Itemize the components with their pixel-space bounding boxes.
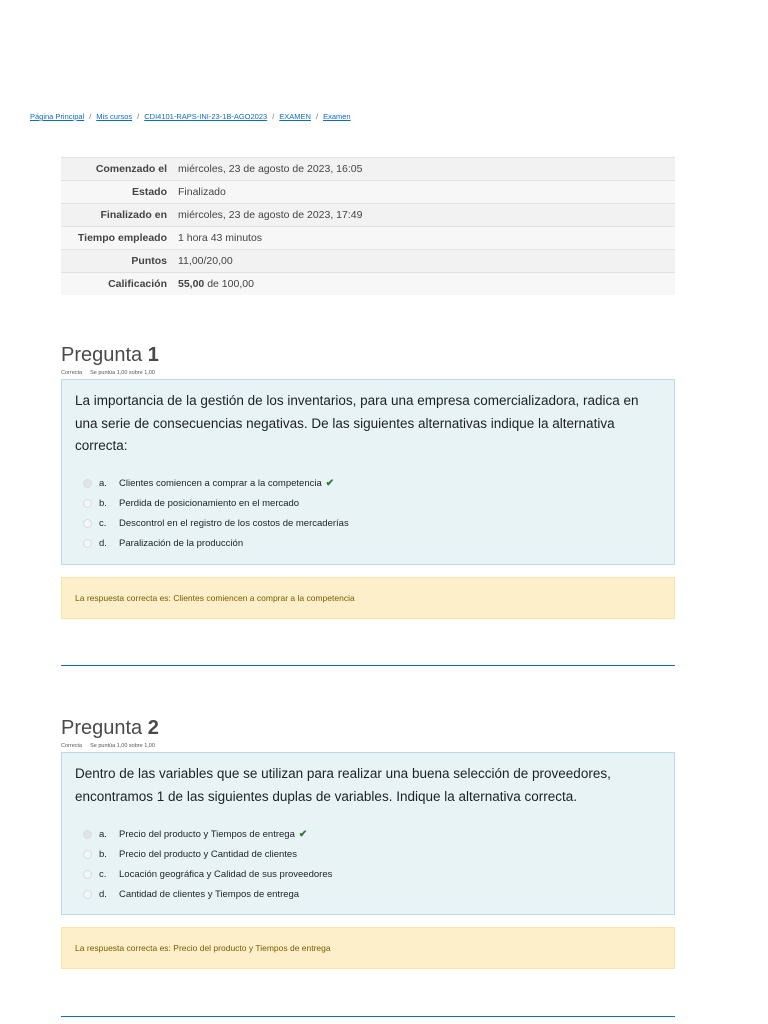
question-status: Correcta <box>61 370 83 376</box>
answer-text: Cantidad de clientes y Tiempos de entrega <box>119 888 300 900</box>
answer-letter: a. <box>99 828 107 840</box>
radio-icon[interactable] <box>83 870 92 879</box>
summary-label: Tiempo empleado <box>77 232 167 244</box>
answer-option-b[interactable] <box>75 494 661 514</box>
attempt-summary-table <box>61 157 675 295</box>
answer-text: Locación geográfica y Calidad de sus proveedores <box>119 868 333 880</box>
question-divider <box>61 665 675 666</box>
answer-option-d[interactable] <box>75 884 661 904</box>
summary-label: Comenzado el <box>95 163 167 175</box>
answer-letter: c. <box>99 518 107 529</box>
question-meta <box>61 369 675 378</box>
question-points: Se puntúa 1,00 sobre 1,00 <box>90 743 155 749</box>
summary-label: Estado <box>131 186 167 198</box>
summary-value: miércoles, 23 de agosto de 2023, 17:49 <box>178 209 363 221</box>
radio-icon[interactable] <box>83 830 92 839</box>
question-2 <box>61 716 675 969</box>
summary-row-grade <box>61 273 675 296</box>
answer-option-a[interactable] <box>75 474 661 494</box>
question-body <box>61 379 675 565</box>
radio-icon[interactable] <box>83 539 92 548</box>
breadcrumb-separator: / <box>89 112 92 121</box>
breadcrumb-separator: / <box>272 112 275 121</box>
summary-label: Calificación <box>108 278 167 290</box>
question-number: 1 <box>147 344 159 366</box>
summary-row-time-taken <box>61 227 675 250</box>
answer-letter: d. <box>99 888 107 900</box>
answer-letter: d. <box>99 538 107 549</box>
answer-letter: c. <box>99 868 107 880</box>
question-number: 2 <box>147 717 159 739</box>
answer-letter: b. <box>99 498 107 509</box>
answer-text: Paralización de la producción <box>119 538 244 549</box>
answer-option-c[interactable] <box>75 864 661 884</box>
radio-icon[interactable] <box>83 850 92 859</box>
breadcrumb-separator: / <box>137 112 140 121</box>
answer-text: Precio del producto y Tiempos de entrega <box>119 828 295 840</box>
summary-row-finished <box>61 204 675 227</box>
answer-option-b[interactable] <box>75 844 661 864</box>
question-text: La importancia de la gestión de los inventarios, para una empresa comercializadora, radica en una serie de consecuencias negativas. De las siguientes alternativas indique la alternativa correcta: <box>75 393 639 453</box>
question-title-word: Pregunta <box>61 717 143 739</box>
grade-max: de 100,00 <box>204 278 254 290</box>
answer-text: Descontrol en el registro de los costos de mercaderías <box>119 518 349 529</box>
radio-icon[interactable] <box>83 890 92 899</box>
radio-icon[interactable] <box>83 499 92 508</box>
radio-icon[interactable] <box>83 519 92 528</box>
breadcrumb <box>30 112 351 121</box>
summary-value <box>173 273 675 296</box>
check-icon: ✔ <box>298 828 308 840</box>
answer-letter: a. <box>99 478 107 489</box>
answer-option-a[interactable] <box>75 824 661 844</box>
question-divider <box>61 1016 675 1017</box>
summary-row-state <box>61 181 675 204</box>
answer-list <box>75 474 661 554</box>
answer-text: Precio del producto y Cantidad de clientes <box>119 848 297 860</box>
check-icon: ✔ <box>325 478 335 489</box>
grade-value: 55,00 <box>178 278 205 290</box>
answer-list <box>75 824 661 904</box>
breadcrumb-section-link[interactable]: EXAMEN <box>279 112 311 121</box>
summary-label: Finalizado en <box>100 209 167 221</box>
question-title-word: Pregunta <box>61 344 143 366</box>
question-body <box>61 752 675 915</box>
question-text: Dentro de las variables que se utilizan para realizar una buena selección de proveedores, encontramos 1 de las siguientes duplas de variables. Indique la alternativa correcta. <box>75 766 611 804</box>
summary-row-started <box>61 158 675 181</box>
question-status: Correcta <box>61 743 83 749</box>
breadcrumb-home-link[interactable]: Página Principal <box>30 112 85 121</box>
summary-value: miércoles, 23 de agosto de 2023, 16:05 <box>178 163 363 175</box>
question-title <box>61 716 675 740</box>
answer-text: Clientes comiencen a comprar a la competencia <box>119 478 322 489</box>
answer-option-c[interactable] <box>75 514 661 534</box>
summary-row-marks <box>61 250 675 273</box>
answer-text: Perdida de posicionamiento en el mercado <box>119 498 300 509</box>
breadcrumb-course-link[interactable]: CDI4101-RAPS-INI-23-1B-AGO2023 <box>144 112 268 121</box>
question-points: Se puntúa 1,00 sobre 1,00 <box>90 370 155 376</box>
breadcrumb-quiz-link[interactable]: Examen <box>323 112 351 121</box>
summary-value: 11,00/20,00 <box>178 255 233 267</box>
breadcrumb-separator: / <box>315 112 319 121</box>
summary-value: Finalizado <box>178 186 226 198</box>
answer-letter: b. <box>99 848 107 860</box>
answer-option-d[interactable] <box>75 534 661 554</box>
summary-value: 1 hora 43 minutos <box>178 232 263 244</box>
question-title <box>61 343 675 367</box>
correct-answer-feedback: La respuesta correcta es: Clientes comiencen a comprar a la competencia <box>61 577 675 619</box>
summary-label: Puntos <box>131 255 167 267</box>
radio-icon[interactable] <box>83 479 92 488</box>
correct-answer-feedback: La respuesta correcta es: Precio del producto y Tiempos de entrega <box>61 927 675 969</box>
question-meta <box>61 742 675 751</box>
question-1 <box>61 343 675 619</box>
breadcrumb-my-courses-link[interactable]: Mis cursos <box>96 112 133 121</box>
